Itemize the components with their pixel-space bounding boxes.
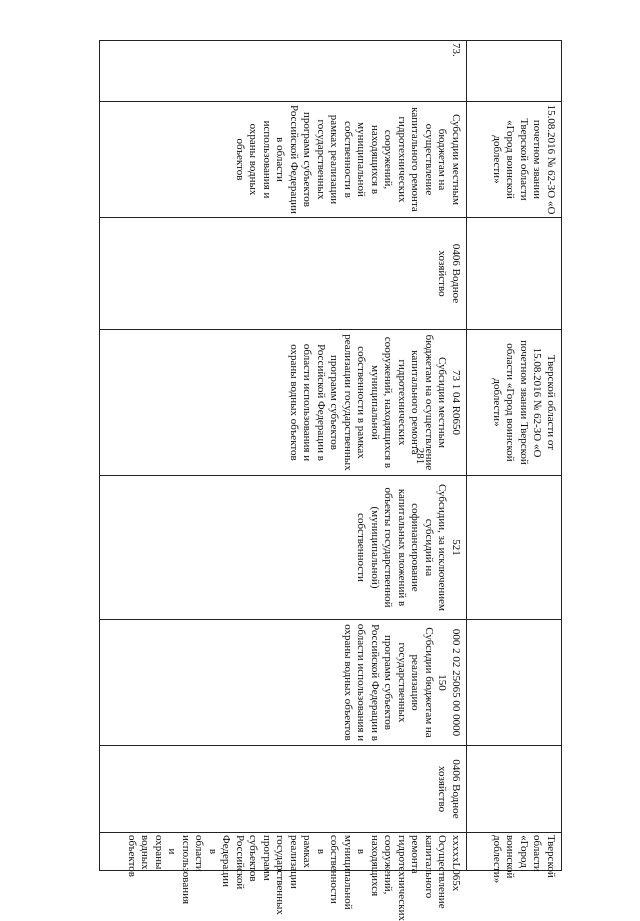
cell-expense-type <box>100 476 467 620</box>
cell-new-target <box>100 833 467 921</box>
cell-empty <box>467 476 562 620</box>
cell-section-2: 0406 Водное хозяйство <box>100 746 467 833</box>
expense-type-name: Субсидии, за исключением субсидий на софинансирование капитальных вложений в объекты государственной (муниципальной) собственности <box>355 483 449 612</box>
income-name: Субсидии бюджетам на реализацию государственных программ субъектов Российской Федерации в области использования и охраны водных объектов <box>342 623 435 742</box>
cell-income-code <box>100 620 467 746</box>
table-row-73 <box>100 41 467 871</box>
income-code: 000 2 02 25065 00 0000 150 <box>436 628 462 737</box>
new-target-name: Осуществление капитального ремонта гидротехнических сооружений, находящихся в муниципальной собственности в рамках реализации государственных программ субъектов Российской Федерации в области использования и охраны водных объектов <box>126 835 449 921</box>
cell-number <box>467 41 562 102</box>
table-row-continuation <box>467 41 562 871</box>
cell-section: 0406 Водное хозяйство <box>100 218 467 330</box>
cell-law-reference-3: Тверской области «Город воинской доблести» <box>467 833 562 871</box>
cell-empty <box>467 218 562 330</box>
cell-empty <box>467 746 562 833</box>
rotated-table-wrapper <box>100 40 562 921</box>
expense-type-code: 521 <box>450 539 462 556</box>
old-target-name: Субсидии местным бюджетам на осуществление капитального ремонта гидротехнических сооружений, находящихся в муниципальной собственности в рамках реализации государственных программ субъектов Российской Федерации в области использования и охраны водных объектов <box>288 334 449 471</box>
cell-empty <box>467 620 562 746</box>
new-target-code: xxxxxL065x <box>450 835 462 892</box>
cell-old-target <box>100 330 467 476</box>
cell-number: 73. <box>100 41 467 102</box>
cell-expenditure-name: Субсидии местным бюджетам на осуществление капитального ремонта гидротехнических сооружений, находящихся в муниципальной собственности в рамках реализации государственных программ субъектов Российской Федерации в области использования и охраны водных объектов <box>100 102 467 218</box>
cell-law-reference-2: Тверской области от 15.08.2016 № 62-ЗО «О почетном звании Тверской области «Город воинской доблести» <box>467 330 562 476</box>
cell-law-reference: 15.08.2016 № 62-ЗО «О почетном звании Тверской области «Город воинской доблести» <box>467 102 562 218</box>
budget-table <box>99 40 562 921</box>
page-number: 281 <box>414 447 426 465</box>
old-target-code: 73 1 04 R0650 <box>450 369 462 436</box>
